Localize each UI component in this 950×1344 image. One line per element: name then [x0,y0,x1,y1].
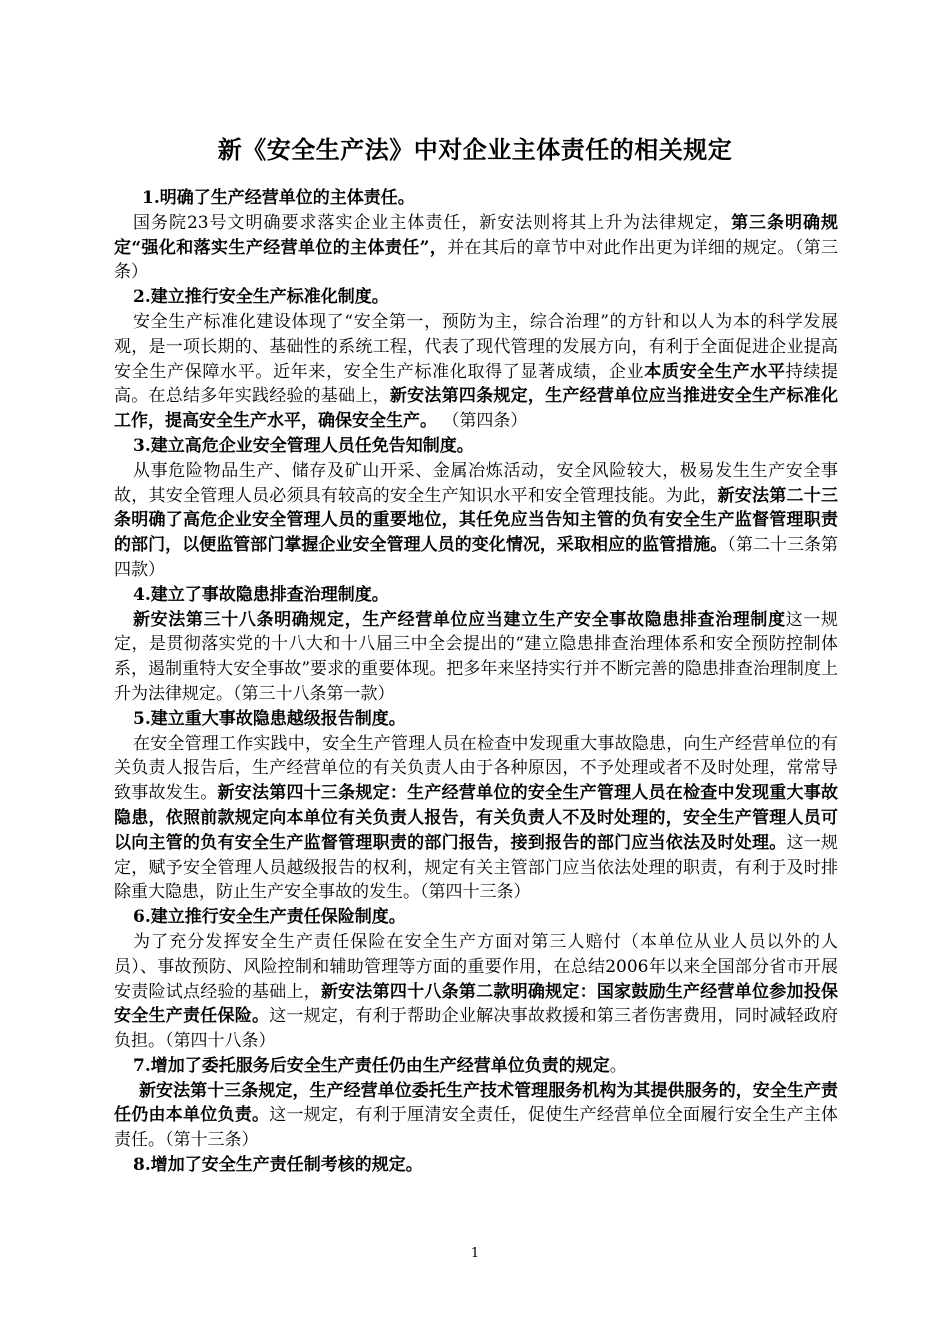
paragraph-text: 安全生产标准化建设体现了“安全第一，预防为主，综合治理”的方针和以人为本的科学发展观，是一项长期的、基础性的系统工程，代表了现代管理的发展方向，有利于全面促进企业提高安全生产保障水平。近年来，安全生产标准化取得了显著成绩，企业 [114,311,838,382]
section-heading-8: 8.增加了安全生产责任制考核的规定。 [133,1155,423,1176]
paragraph-text: 为了充分发挥安全生产责任保险在安全生产方面对第三人赔付（本单位从业人员以外的人员）、事故预防、风险控制和辅助管理等方面的重要作用，在总结2006年以来全国部分省市开展安责险试点经验的基础上， [114,931,838,1002]
section-paragraph-1 [114,211,838,285]
paragraph-text: 这一规定，有利于厘清安全责任，促使生产经营单位全面履行安全生产主体责任。（第十三条） [114,1105,839,1151]
paragraph-emphasis: 第三条明确规定“强化和落实生产经营单位的主体责任”， [114,212,838,258]
paragraph-text: 这一规定，有利于帮助企业解决事故救援和第三者伤害费用，同时减轻政府负担。（第四十八条） [114,1006,839,1052]
paragraph-text: 持续提高。在总结多年实践经验的基础上， [114,361,839,407]
paragraph-text: 从事危险物品生产、储存及矿山开采、金属冶炼活动，安全风险较大，极易发生生产安全事故，其安全管理人员必须具有较高的安全生产知识水平和安全管理技能。为此， [114,460,838,506]
section-heading-7 [114,1054,838,1079]
section-paragraph-7 [114,1079,838,1153]
section-paragraph-4 [114,608,838,707]
page-number: 1 [470,1246,480,1261]
paragraph-emphasis: 新安法第二十三条明确了高危企业安全管理人员的重要地位，其任免应当告知主管的负有安全生产监督管理职责的部门，以便监管部门掌握企业安全管理人员的变化情况，采取相应的监管措施。 [114,485,839,556]
section-paragraph-3 [114,459,838,583]
paragraph-text: 在安全管理工作实践中，安全生产管理人员在检查中发现重大事故隐患，向生产经营单位的有关负责人报告后，生产经营单位的有关负责人由于各种原因，不予处理或者不及时处理，常常导致事故发生。 [114,733,838,804]
section-heading-6: 6.建立推行安全生产责任保险制度。 [133,907,406,928]
section-heading-4: 4.建立了事故隐患排查治理制度。 [133,584,389,605]
section-paragraph-6 [114,930,838,1054]
section-heading-2: 2.建立推行安全生产标准化制度。 [133,287,389,308]
document-title: 新《安全生产法》中对企业主体责任的相关规定 [217,135,733,164]
paragraph-emphasis: 新安法第十三条规定，生产经营单位委托生产技术管理服务机构为其提供服务的，安全生产责任仍由本单位负责。 [114,1080,838,1126]
paragraph-text: （第四条） [437,411,528,432]
section-heading-3: 3.建立高危企业安全管理人员任免告知制度。 [133,435,474,456]
paragraph-emphasis: 新安法第三十八条明确规定，生产经营单位应当建立生产安全事故隐患排查治理制度 [133,609,786,630]
paragraph-emphasis: 新安法第四十八条第二款明确规定：国家鼓励生产经营单位参加投保安全生产责任保险。 [114,981,839,1027]
paragraph-text: 国务院23号文明确要求落实企业主体责任，新安法则将其上升为法律规定， [133,212,732,233]
paragraph-text: （第二十三条第四款） [114,535,839,580]
paragraph-emphasis: 新安法第四条规定，生产经营单位应当推进安全生产标准化工作，提高安全生产水平，确保安全生产。 [114,386,839,432]
paragraph-emphasis: 新安法第四十三条规定：生产经营单位的安全生产管理人员在检查中发现重大事故隐患，依照前款规定向本单位有关负责人报告，有关负责人不及时处理的，安全生产管理人员可以向主管的负有安全生产监督管理职责的部门报告，接到报告的部门应当依法及时处理。 [114,783,839,853]
paragraph-text: 并在其后的章节中对此作出更为详细的规定。（第三条） [114,237,839,283]
paragraph-emphasis: 本质安全生产水平 [644,361,786,382]
section-paragraph-5 [114,732,838,906]
paragraph-text: 这一规定，是贯彻落实党的十八大和十八届三中全会提出的“建立隐患排查治理体系和安全预防控制体系，遏制重特大安全事故”要求的重要体现。把多年来坚持实行并不断完善的隐患排查治理制度上升为法律规定。（第三十八条第一款） [114,609,839,704]
section-paragraph-2 [114,310,838,434]
section-heading-5: 5.建立重大事故隐患越级报告制度。 [133,708,406,729]
paragraph-text: 这一规定，赋予安全管理人员越级报告的权利，规定有关主管部门应当依法处理的职责，有利于及时排除重大隐患，防止生产安全事故的发生。（第四十三条） [114,832,839,903]
heading-text: 7.增加了委托服务后安全生产责任仍由生产经营单位负责的规定 [133,1055,610,1076]
document-body [114,186,838,1178]
section-heading-1: 1.明确了生产经营单位的主体责任。 [142,188,415,208]
heading-punctuation: 。 [609,1055,627,1076]
